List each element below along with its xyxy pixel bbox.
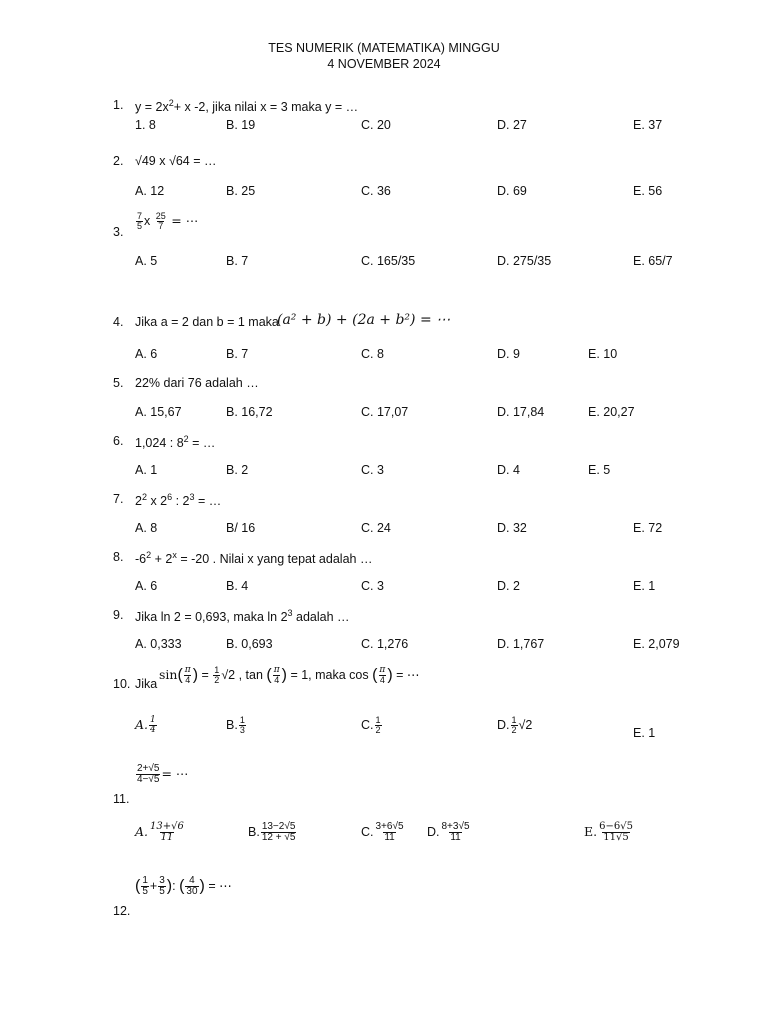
question-number: 4.	[113, 315, 124, 329]
option-b[interactable]: B. 2	[226, 463, 249, 477]
option-d[interactable]: D. 17,84	[497, 405, 545, 419]
option-a[interactable]: A. 6	[135, 579, 158, 593]
option-e[interactable]: E. 56	[633, 184, 663, 198]
question-text: 1,024 : $8^2$ = …	[135, 434, 216, 451]
option-b[interactable]: B. 7	[226, 254, 249, 268]
question-6	[0, 434, 768, 452]
question-10	[0, 666, 768, 696]
option-a[interactable]: A. 6	[135, 347, 158, 361]
question-12	[0, 876, 768, 920]
option-b[interactable]: B. 4	[226, 579, 249, 593]
question-number: 9.	[113, 608, 124, 622]
option-d[interactable]: D. 32	[497, 521, 527, 535]
question-2	[0, 154, 768, 172]
option-e[interactable]: E. 1	[633, 579, 656, 593]
question-number: 2.	[113, 154, 124, 168]
question-number: 8.	[113, 550, 124, 564]
option-d[interactable]: D. $\frac{8+3√5}{11}$	[427, 821, 470, 843]
question-7-options	[0, 521, 768, 539]
question-3-options	[0, 254, 768, 272]
question-5	[0, 376, 768, 394]
option-b[interactable]: B. 19	[226, 118, 256, 132]
question-4	[0, 312, 768, 334]
option-a[interactable]: 1. 8	[135, 118, 156, 132]
question-number: 6.	[113, 434, 124, 448]
question-expression: $\frac{2+√5}{4-√5}$ = ⋯	[137, 763, 189, 785]
question-11	[0, 764, 768, 808]
question-text: $-6^2 + 2^x = -20$ . Nilai x yang tepat adalah …	[135, 550, 373, 567]
option-e[interactable]: E. 10	[588, 347, 618, 361]
question-text: $2^2$ x $2^6$ : $2^3$ = …	[135, 492, 222, 509]
question-7	[0, 492, 768, 510]
question-9	[0, 608, 768, 626]
question-jika: Jika	[135, 677, 158, 691]
question-number: 7.	[113, 492, 124, 506]
option-c[interactable]: C. 1,276	[361, 637, 409, 651]
option-b[interactable]: B. $\frac{1}{3}$	[226, 715, 245, 735]
option-a[interactable]: A. 15,67	[135, 405, 182, 419]
option-a[interactable]: A. 8	[135, 521, 158, 535]
question-11-options	[0, 822, 768, 854]
question-number: 10.	[113, 677, 131, 691]
option-c[interactable]: C. 36	[361, 184, 391, 198]
option-b[interactable]: B. 25	[226, 184, 256, 198]
question-1-options	[0, 118, 768, 136]
option-c[interactable]: C. $\frac{1}{2}$	[361, 715, 381, 735]
question-9-options	[0, 637, 768, 655]
option-d[interactable]: D. 27	[497, 118, 527, 132]
option-d[interactable]: D. 275/35	[497, 254, 552, 268]
option-e[interactable]: E. 5	[588, 463, 611, 477]
question-2-options	[0, 184, 768, 202]
option-e[interactable]: E. $\frac{6-6√5}{11√5}$	[584, 821, 633, 843]
question-expression: sin( $\frac{\pi}{4}$ ) = $\frac{1}{2}$ √2 , tan ( $\frac{\pi}{4}$ ) = 1, maka cos ( $\frac{\pi}{4}$ ) = ⋯	[159, 665, 420, 685]
question-text: Jika ln 2 = 0,693, maka $\ln 2^3$ adalah …	[135, 608, 350, 625]
question-3	[0, 212, 768, 242]
option-d[interactable]: D. 4	[497, 463, 520, 477]
option-c[interactable]: C. 3	[361, 463, 384, 477]
question-text: $\frac{7}{5}$ x $\frac{25}{7}$ = ⋯	[137, 211, 199, 231]
option-e[interactable]: E. 72	[633, 521, 663, 535]
option-d[interactable]: D. 2	[497, 579, 520, 593]
option-c[interactable]: C. 3	[361, 579, 384, 593]
option-c[interactable]: C. 165/35	[361, 254, 416, 268]
option-b[interactable]: B. 7	[226, 347, 249, 361]
question-4-options	[0, 347, 768, 365]
question-text: Jika a = 2 dan b = 1 maka	[135, 315, 279, 329]
option-e[interactable]: E. 1	[633, 726, 656, 740]
question-number: 1.	[113, 98, 124, 112]
option-a[interactable]: A. 12	[135, 184, 165, 198]
question-number: 3.	[113, 225, 124, 239]
question-6-options	[0, 463, 768, 481]
option-c[interactable]: C. 8	[361, 347, 384, 361]
option-c[interactable]: C. 20	[361, 118, 391, 132]
option-b[interactable]: B/ 16	[226, 521, 256, 535]
option-a[interactable]: A. 1	[135, 463, 158, 477]
option-b[interactable]: B. $\frac{13-2√5}{12 + √5}$	[248, 821, 296, 843]
question-text: 22% dari 76 adalah …	[135, 376, 259, 390]
option-c[interactable]: C. 17,07	[361, 405, 409, 419]
question-text: √49 x √64 = …	[135, 154, 217, 168]
question-1	[0, 98, 768, 116]
option-d[interactable]: D. 9	[497, 347, 520, 361]
option-a[interactable]: A. $\frac{1}{4}$	[135, 715, 156, 735]
option-d[interactable]: D. 1,767	[497, 637, 545, 651]
option-e[interactable]: E. 20,27	[588, 405, 635, 419]
option-b[interactable]: B. 16,72	[226, 405, 273, 419]
question-number: 12.	[113, 904, 131, 918]
option-e[interactable]: E. 65/7	[633, 254, 673, 268]
option-a[interactable]: A. 0,333	[135, 637, 182, 651]
question-number: 5.	[113, 376, 124, 390]
option-a[interactable]: A. $\frac{13+√6}{11}$	[135, 821, 184, 843]
option-e[interactable]: E. 37	[633, 118, 663, 132]
question-expression: ( $\frac{1}{5}$ + $\frac{3}{5}$ ): ( $\frac{4}{30}$ ) = ⋯	[135, 875, 232, 897]
option-b[interactable]: B. 0,693	[226, 637, 273, 651]
option-e[interactable]: E. 2,079	[633, 637, 680, 651]
option-a[interactable]: A. 5	[135, 254, 158, 268]
question-8	[0, 550, 768, 568]
page-date: 4 NOVEMBER 2024	[327, 57, 441, 71]
option-d[interactable]: D. 69	[497, 184, 527, 198]
question-8-options	[0, 579, 768, 597]
question-expression: (a² + b) + (2a + b²) = ⋯	[277, 312, 451, 328]
page-title: TES NUMERIK (MATEMATIKA) MINGGU	[268, 41, 500, 55]
question-5-options	[0, 405, 768, 423]
question-text: $y = 2x^2+ x$ -2, jika nilai x = 3 maka y = …	[135, 98, 359, 115]
question-number: 11.	[113, 792, 130, 806]
question-10-options	[0, 714, 768, 742]
option-d[interactable]: D. $\frac{1}{2}$ √2	[497, 715, 533, 735]
option-c[interactable]: C. $\frac{3+6√5}{11}$	[361, 821, 404, 843]
option-c[interactable]: C. 24	[361, 521, 391, 535]
